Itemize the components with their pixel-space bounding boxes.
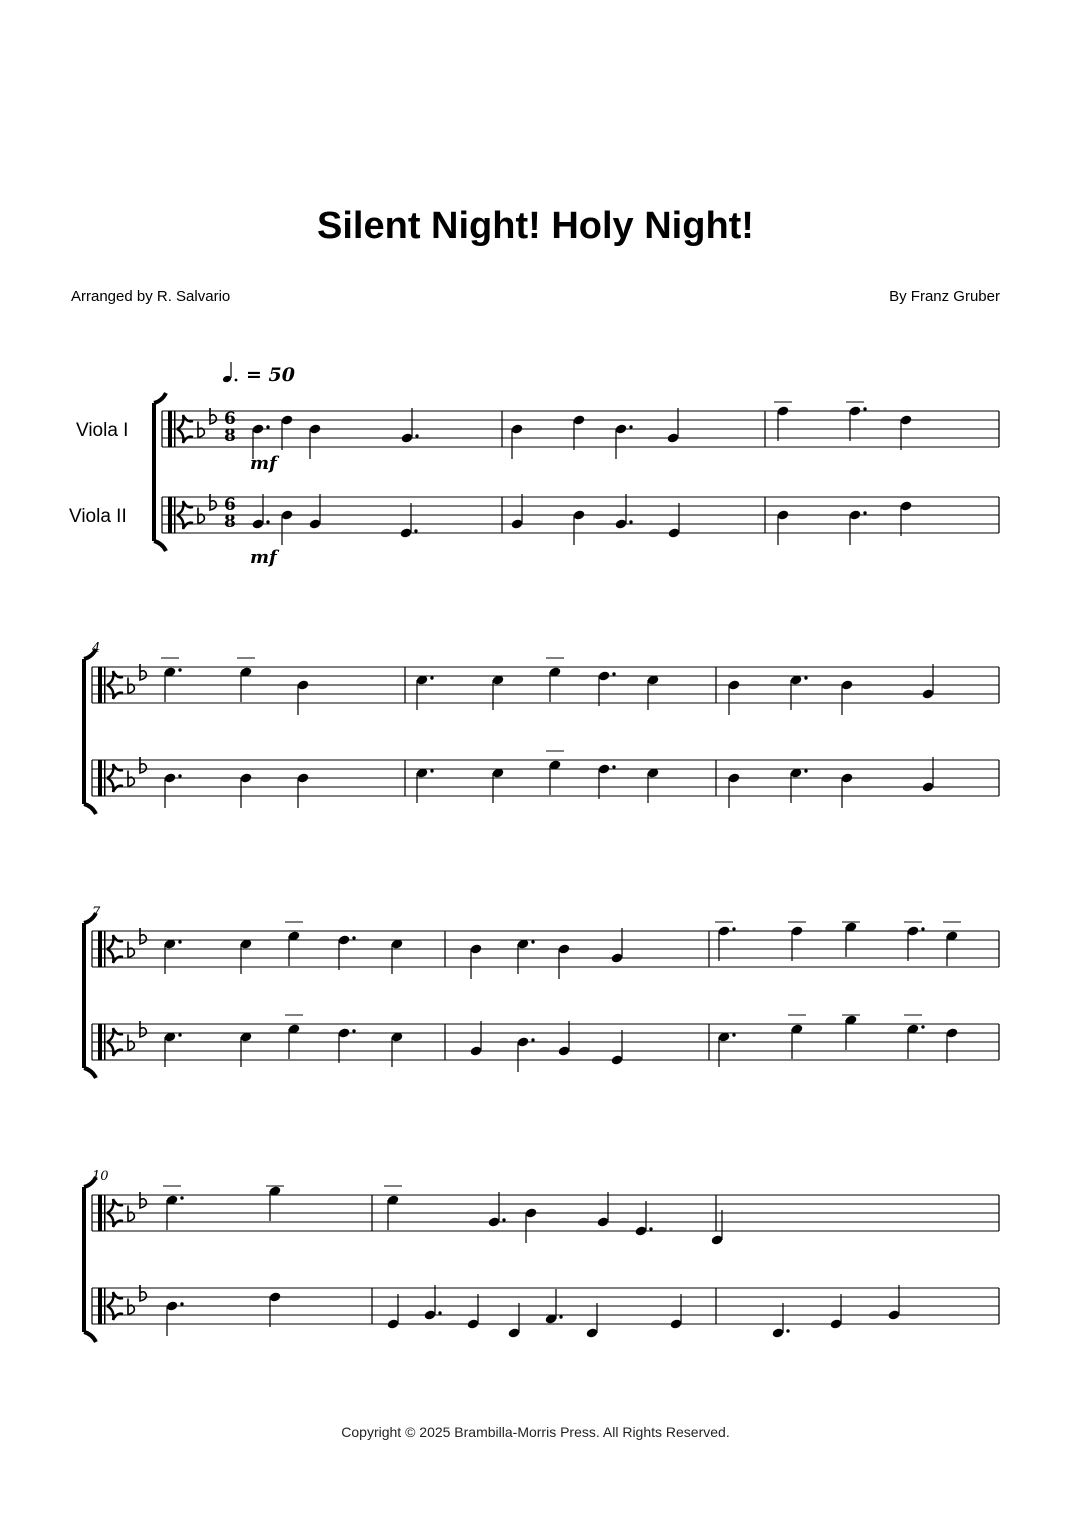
alto-clef-icon xyxy=(104,760,106,796)
alto-clef-icon xyxy=(104,931,106,967)
alto-clef-icon xyxy=(174,411,176,447)
instrument-label-viola-2: Viola II xyxy=(69,506,127,527)
augmentation-dot xyxy=(629,520,632,523)
alto-clef-icon xyxy=(104,667,106,703)
tempo-marking xyxy=(222,362,295,386)
augmentation-dot xyxy=(531,940,534,943)
time-signature-top: 6 xyxy=(224,495,236,515)
staff-viola-2 xyxy=(92,751,999,808)
augmentation-dot xyxy=(612,672,615,675)
measure-number: 10 xyxy=(92,1169,109,1184)
augmentation-dot xyxy=(415,434,418,437)
staff-viola-2 xyxy=(92,1285,999,1339)
tempo-text: = 50 xyxy=(246,364,295,386)
composer-credit: By Franz Gruber xyxy=(889,288,1000,305)
augmentation-dot xyxy=(430,676,433,679)
augmentation-dot xyxy=(180,1302,183,1305)
augmentation-dot xyxy=(863,511,866,514)
augmentation-dot xyxy=(804,769,807,772)
augmentation-dot xyxy=(266,520,269,523)
augmentation-dot xyxy=(352,936,355,939)
augmentation-dot xyxy=(178,774,181,777)
alto-clef-icon xyxy=(168,497,172,533)
augmentation-dot xyxy=(559,1315,562,1318)
augmentation-dot xyxy=(921,927,924,930)
augmentation-dot xyxy=(786,1329,789,1332)
system-bracket xyxy=(84,913,96,1078)
augmentation-dot xyxy=(266,425,269,428)
alto-clef-icon xyxy=(98,1195,102,1231)
flat-icon xyxy=(140,1021,146,1037)
dynamic-viola-1: mf xyxy=(250,453,277,474)
augmentation-dot xyxy=(612,765,615,768)
alto-clef-icon xyxy=(98,760,102,796)
augmentation-dot xyxy=(178,1033,181,1036)
staff-viola-1 xyxy=(92,921,999,979)
augmentation-dot xyxy=(178,668,181,671)
copyright-notice: Copyright © 2025 Brambilla-Morris Press. All Rights Reserved. xyxy=(341,1424,730,1440)
augmentation-dot xyxy=(180,1196,183,1199)
augmentation-dot xyxy=(531,1038,534,1041)
alto-clef-icon xyxy=(104,1024,106,1060)
augmentation-dot xyxy=(863,407,866,410)
augmentation-dot xyxy=(352,1029,355,1032)
staff-system xyxy=(84,1177,999,1342)
measure-number: 4 xyxy=(92,641,101,656)
alto-clef-icon xyxy=(98,931,102,967)
flat-icon xyxy=(140,928,146,944)
time-signature-top: 6 xyxy=(224,409,236,429)
augmentation-dot xyxy=(629,425,632,428)
page-title: Silent Night! Holy Night! xyxy=(317,205,754,247)
flat-icon xyxy=(140,664,146,680)
augmentation-dot xyxy=(414,529,417,532)
staff-viola-1 xyxy=(92,658,999,715)
augmentation-dot xyxy=(178,940,181,943)
alto-clef-icon xyxy=(98,1288,102,1324)
dynamic-viola-2: mf xyxy=(250,547,277,568)
alto-clef-icon xyxy=(98,667,102,703)
flat-icon xyxy=(140,1285,146,1301)
augmentation-dot xyxy=(502,1218,505,1221)
alto-clef-icon xyxy=(98,1024,102,1060)
staff-system xyxy=(84,649,999,814)
flat-icon xyxy=(210,494,216,510)
system-bracket xyxy=(84,1177,96,1342)
flat-icon xyxy=(210,408,216,424)
system-bracket xyxy=(154,393,166,551)
staff-viola-2 xyxy=(92,1014,999,1072)
augmentation-dot xyxy=(649,1227,652,1230)
augmentation-dot xyxy=(438,1311,441,1314)
instrument-label-viola-1: Viola I xyxy=(76,420,129,441)
staff-viola-1 xyxy=(162,402,999,459)
augmentation-dot xyxy=(732,1033,735,1036)
system-bracket xyxy=(84,649,96,814)
alto-clef-icon xyxy=(104,1288,106,1324)
staff-viola-2 xyxy=(162,494,999,545)
augmentation-dot xyxy=(804,676,807,679)
time-signature-bottom: 8 xyxy=(224,512,236,532)
arranger-credit: Arranged by R. Salvario xyxy=(71,288,231,305)
alto-clef-icon xyxy=(104,1195,106,1231)
flat-icon xyxy=(140,1192,146,1208)
alto-clef-icon xyxy=(174,497,176,533)
time-signature-bottom: 8 xyxy=(224,426,236,446)
augmentation-dot xyxy=(921,1025,924,1028)
augmentation-dot xyxy=(430,769,433,772)
flat-icon xyxy=(140,757,146,773)
staff-system xyxy=(84,913,999,1078)
augmentation-dot xyxy=(732,927,735,930)
alto-clef-icon xyxy=(168,411,172,447)
staff-system xyxy=(154,393,999,551)
staff-viola-1 xyxy=(92,1185,999,1245)
measure-number: 7 xyxy=(92,905,101,920)
